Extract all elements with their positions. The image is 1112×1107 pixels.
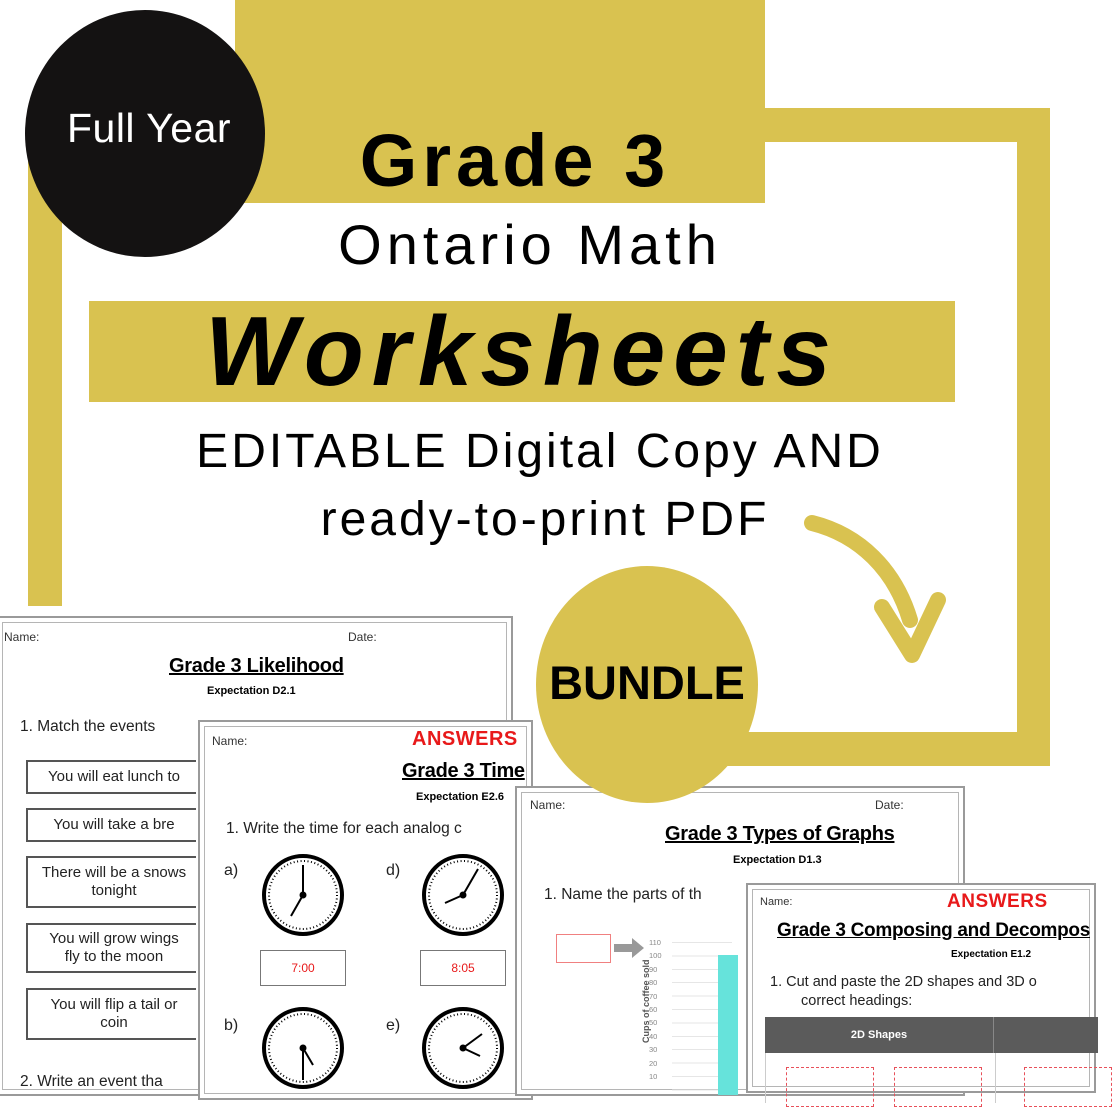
table-header (765, 1017, 1098, 1053)
event-box: You will eat lunch to (26, 760, 196, 794)
grade-title: Grade 3 (359, 119, 671, 202)
date-label: Date: (875, 798, 904, 812)
worksheet-expectation: Expectation E2.6 (416, 791, 505, 803)
clock-icon (420, 852, 506, 938)
worksheet-time (198, 720, 533, 1100)
worksheet-expectation: Expectation D1.3 (733, 854, 822, 866)
full-year-badge (25, 10, 265, 257)
chart-bar (718, 955, 738, 1095)
clock-icon (260, 1005, 346, 1091)
question-1-line-2: correct headings: (801, 993, 913, 1009)
clock-label-d: d) (386, 862, 401, 879)
date-label: Date: (348, 630, 377, 644)
clock-icon (260, 852, 346, 938)
event-box: You will flip a tail or coin (26, 988, 196, 1040)
bundle-label: BUNDLE (549, 655, 745, 709)
name-label: Name: (530, 798, 566, 812)
y-axis-label: Cups of coffee sold (641, 959, 651, 1043)
question-1: 1. Match the events (20, 718, 156, 735)
table-header-2d-shapes: 2D Shapes (765, 1017, 994, 1053)
right-arrow-icon (614, 938, 644, 958)
subject-title: Ontario Math (338, 213, 722, 276)
subtitle-line-2: ready-to-print PDF (320, 493, 770, 546)
event-box: You will take a bre (26, 808, 196, 842)
answers-label: ANSWERS (412, 728, 518, 750)
clock-label-a: a) (224, 862, 239, 879)
gold-frame-right (1017, 108, 1050, 765)
clock-label-b: b) (224, 1017, 239, 1034)
question-1-line-1: 1. Cut and paste the 2D shapes and 3D o (770, 974, 1037, 990)
clock-label-e: e) (386, 1017, 401, 1034)
clock-icon (420, 1005, 506, 1091)
cut-paste-slot[interactable] (1024, 1067, 1112, 1107)
full-year-label: Full Year (66, 105, 232, 151)
product-title: Worksheets (205, 296, 839, 406)
answer-box[interactable]: 8:05 (420, 950, 506, 986)
y-axis-ticks: 110 100 90 80 70 60 50 40 30 20 10 (649, 938, 662, 1082)
label-answer-box[interactable] (556, 934, 611, 963)
name-label: Name: (212, 734, 248, 748)
worksheet-title: Grade 3 Likelihood (169, 655, 344, 677)
worksheet-title: Grade 3 Types of Graphs (665, 823, 895, 845)
cut-paste-slot[interactable] (786, 1067, 874, 1107)
question-2: 2. Write an event tha (20, 1073, 163, 1090)
curved-arrow-icon (800, 515, 950, 665)
bundle-badge (536, 566, 758, 803)
worksheet-expectation: Expectation E1.2 (951, 949, 1032, 960)
event-box: There will be a snows tonight (26, 856, 196, 908)
worksheet-expectation: Expectation D2.1 (207, 685, 296, 697)
table-body (765, 1053, 1098, 1103)
worksheet-title: Grade 3 Time (402, 760, 525, 782)
name-label: Name: (4, 630, 40, 644)
name-label: Name: (760, 896, 793, 908)
question-1: 1. Write the time for each analog c (226, 820, 462, 837)
question-1: 1. Name the parts of th (544, 886, 702, 903)
gold-frame-top (765, 108, 1050, 142)
event-box: You will grow wings fly to the moon (26, 923, 196, 973)
cut-paste-slot[interactable] (894, 1067, 982, 1107)
answers-label: ANSWERS (947, 891, 1048, 912)
answer-box[interactable]: 7:00 (260, 950, 346, 986)
subtitle-line-1: EDITABLE Digital Copy AND (196, 425, 884, 478)
worksheet-title: Grade 3 Composing and Decompos (777, 920, 1090, 941)
worksheet-composing (746, 883, 1096, 1093)
